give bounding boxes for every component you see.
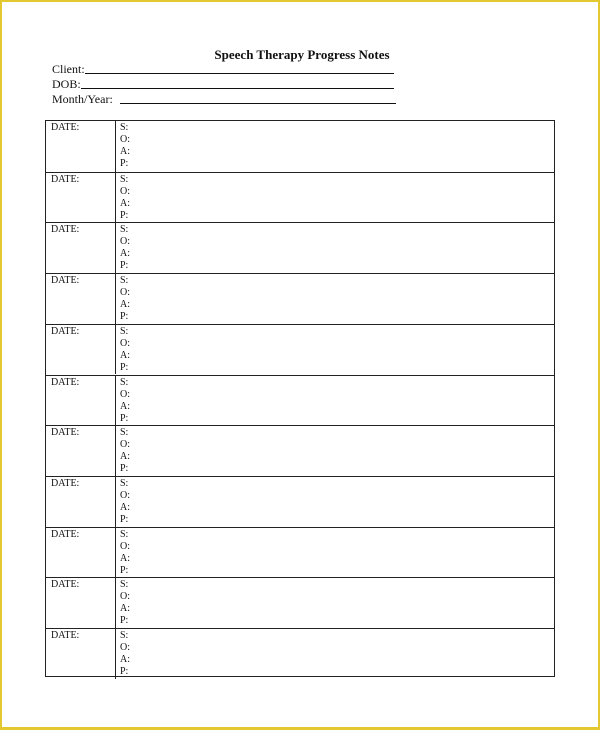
objective-label: O: [120,489,130,501]
objective-label: O: [120,591,130,603]
objective-label: O: [120,337,130,349]
objective-label: O: [120,642,130,653]
subjective-label: S: [120,376,129,388]
client-label: Client: [52,62,85,76]
date-cell[interactable] [46,578,116,628]
note-entry [46,527,554,578]
date-label: DATE: [51,376,80,388]
plan-label: P: [120,209,129,221]
date-cell[interactable] [46,376,116,426]
objective-label: O: [120,287,130,299]
note-entry [46,121,554,172]
plan-label: P: [120,260,129,272]
date-label: DATE: [51,427,80,439]
date-cell[interactable] [46,528,116,578]
page-title: Speech Therapy Progress Notes [214,47,390,62]
subjective-label: S: [120,325,129,337]
assessment-label: A: [120,603,130,615]
plan-label: P: [120,615,129,627]
note-entry [46,222,554,273]
assessment-label: A: [120,501,130,513]
date-cell[interactable] [46,477,116,527]
plan-label: P: [120,513,129,525]
month-year-field[interactable] [120,103,396,104]
subjective-label: S: [120,224,129,236]
assessment-label: A: [120,451,130,463]
assessment-label: A: [120,654,130,665]
subjective-label: S: [120,122,129,133]
assessment-label: A: [120,299,130,311]
plan-label: P: [120,564,129,576]
subjective-label: S: [120,630,129,641]
date-cell[interactable] [46,325,116,375]
date-label: DATE: [51,122,80,133]
assessment-label: A: [120,349,130,361]
subjective-label: S: [120,477,129,489]
subjective-label: S: [120,427,129,439]
date-label: DATE: [51,477,80,489]
objective-label: O: [120,540,130,552]
date-cell[interactable] [46,274,116,324]
objective-label: O: [120,134,130,145]
date-label: DATE: [51,325,80,337]
subjective-label: S: [120,528,129,540]
note-entry [46,425,554,476]
assessment-label: A: [120,248,130,260]
note-entry [46,273,554,324]
client-field[interactable] [85,73,394,74]
subjective-label: S: [120,579,129,591]
date-cell[interactable] [46,426,116,476]
plan-label: P: [120,361,129,373]
note-entry [46,375,554,426]
dob-label: DOB: [52,77,81,91]
plan-label: P: [120,666,129,677]
date-label: DATE: [51,630,80,641]
date-label: DATE: [51,173,80,185]
date-cell[interactable] [46,121,116,172]
assessment-label: A: [120,552,130,564]
progress-notes-table [45,120,555,677]
subjective-label: S: [120,173,129,185]
objective-label: O: [120,185,130,197]
dob-field[interactable] [81,88,394,89]
note-entry [46,628,554,679]
date-label: DATE: [51,579,80,591]
plan-label: P: [120,463,129,475]
note-entry [46,577,554,628]
subjective-label: S: [120,275,129,287]
assessment-label: A: [120,197,130,209]
assessment-label: A: [120,400,130,412]
date-cell[interactable] [46,173,116,223]
month-year-label: Month/Year: [52,92,113,106]
assessment-label: A: [120,146,130,157]
note-entry [46,324,554,375]
date-label: DATE: [51,275,80,287]
plan-label: P: [120,311,129,323]
objective-label: O: [120,388,130,400]
objective-label: O: [120,236,130,248]
plan-label: P: [120,158,129,169]
date-cell[interactable] [46,223,116,273]
date-label: DATE: [51,528,80,540]
note-entry [46,476,554,527]
date-cell[interactable] [46,629,116,679]
note-entry [46,172,554,223]
date-label: DATE: [51,224,80,236]
objective-label: O: [120,439,130,451]
plan-label: P: [120,412,129,424]
